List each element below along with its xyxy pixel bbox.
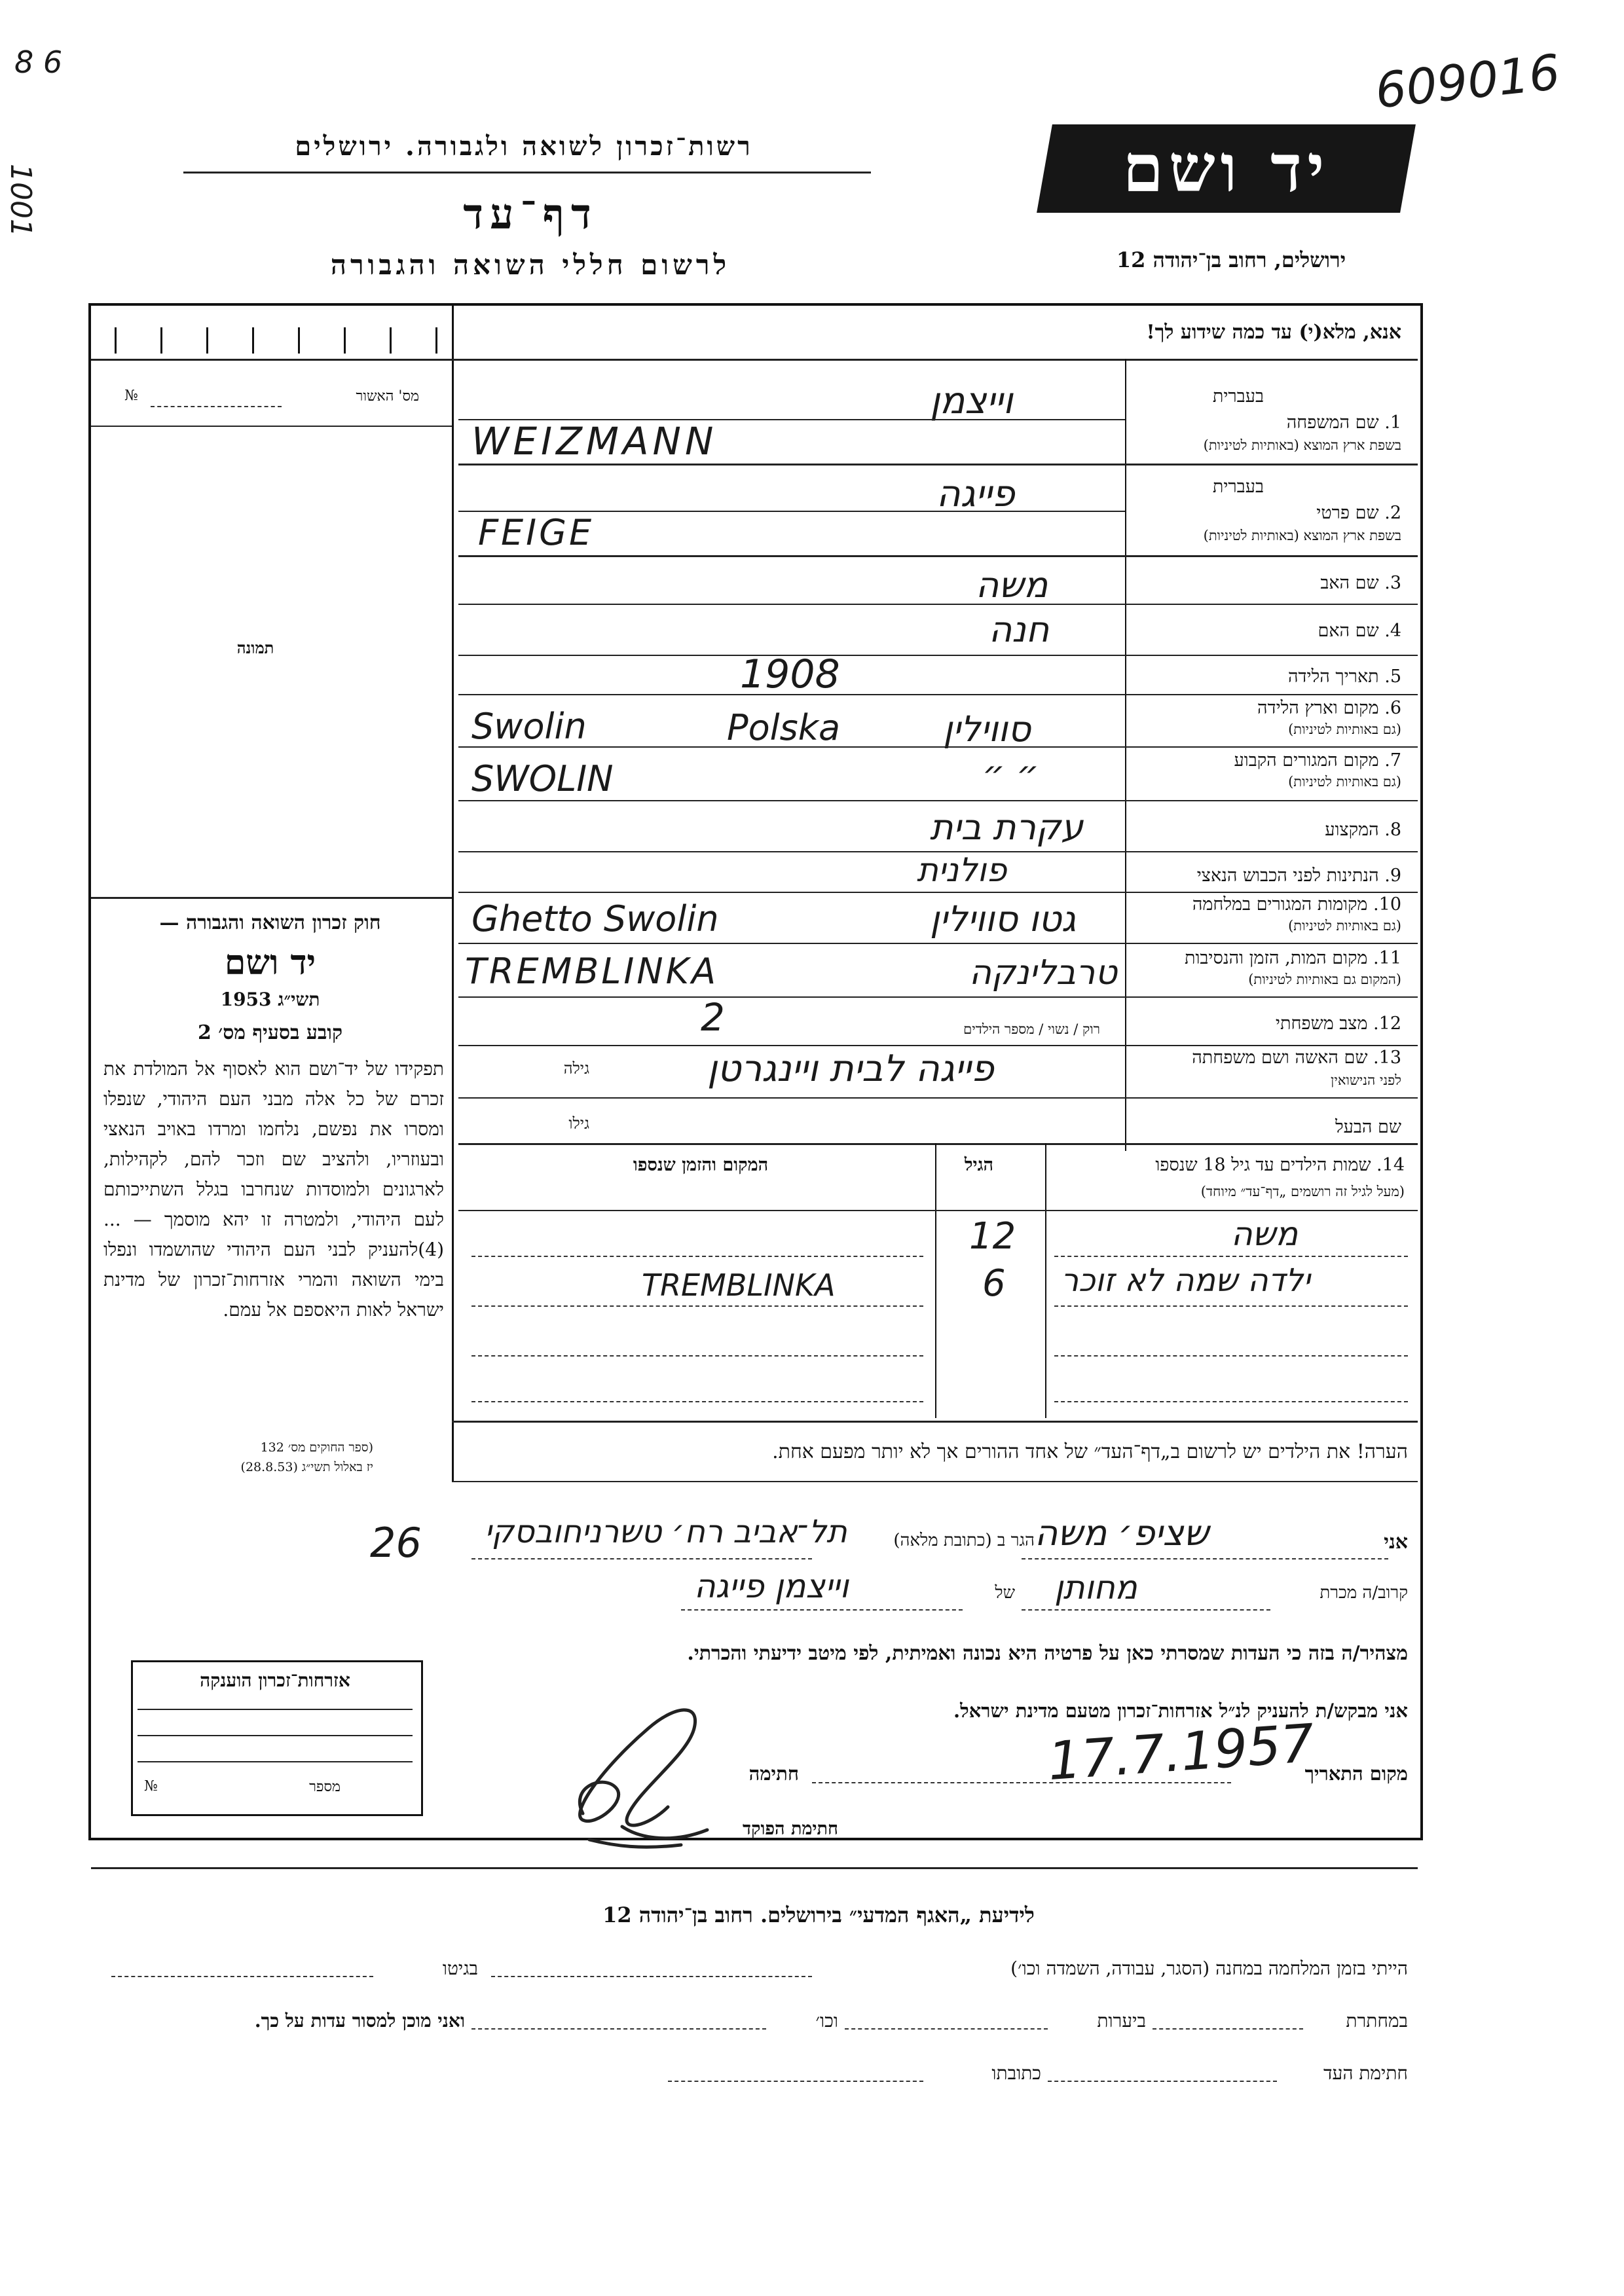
- field-9-value: פולנית: [917, 851, 1007, 889]
- field-8-label: 8. המקצוע: [1325, 820, 1401, 840]
- law-year: תשי״ג 1953: [220, 989, 320, 1010]
- field-7-label: 7. מקום המגורים הקבוע: [1234, 750, 1401, 771]
- bottom-line2-forests: ביערות: [1097, 2010, 1146, 2032]
- field-2-latin-value: FEIGE: [478, 512, 595, 553]
- children-row-line-2a: [471, 1305, 923, 1307]
- field-6-hebrew-value: סווילין: [943, 708, 1031, 750]
- child-2-name: ילדה שמה לא זוכר: [1061, 1262, 1310, 1299]
- field-13-label: 13. שם האשה ושם משפחתה: [1192, 1048, 1401, 1068]
- decl-place-date-label: מקום התאריך: [1304, 1762, 1408, 1785]
- field-6-latin-value: Swolin: [471, 706, 587, 747]
- children-col-age-right: [1045, 1143, 1046, 1418]
- field-9-label: 9. הנתינות לפני הכבוש הנאצי: [1196, 866, 1401, 886]
- form-title: דף־עד: [463, 190, 598, 239]
- authority-name: רשות־זכרון לשואה ולגבורה. ירושלים: [295, 131, 753, 162]
- field-1-hebrew-label: בעברית: [1212, 386, 1264, 407]
- field-5-line: [458, 694, 1418, 695]
- field-11-label: 11. מקום המות, הזמן והנסיבות: [1185, 948, 1401, 968]
- decl-of-label: של: [995, 1583, 1015, 1603]
- children-row-line-1a: [471, 1256, 923, 1257]
- decl-address: תל־אביב רח׳ טשרניחובסקי: [485, 1514, 847, 1550]
- bottom-line3-witness: חתימת העד: [1323, 2062, 1408, 2084]
- decl-i-label: אני: [1384, 1531, 1408, 1554]
- decl-address-line: [471, 1558, 812, 1559]
- decl-house-no: 26: [370, 1519, 422, 1567]
- decl-residing-label: הגר ב (כתובת מלאה): [893, 1531, 1035, 1550]
- field-1-note: בשפת ארץ המוצא (באותיות לטיניות): [1203, 437, 1401, 453]
- stamp-number-label: מספר: [309, 1779, 341, 1795]
- approval-number: №: [124, 388, 138, 404]
- field-1-line-b: [458, 464, 1418, 465]
- children-header-place: המקום והזמן שנספו: [633, 1155, 769, 1175]
- field-3-label: 3. שם האב: [1320, 573, 1401, 593]
- logo-text: יד ושם: [1122, 130, 1330, 207]
- field-13-value: פייגה לבית ויינגרטן: [707, 1048, 994, 1090]
- children-row-line-3a: [471, 1355, 923, 1357]
- bottom-line2-blank-c: [471, 2028, 766, 2030]
- note-text: הערה! את הילדים יש לרשום ב„דף־העד״ של אחד ההורים אך לא יותר מפעם אחת.: [772, 1440, 1408, 1463]
- law-title: חוק זכרון השואה והגבורה —: [159, 911, 381, 934]
- header-address: ירושלים, רחוב בן־יהודה 12: [1116, 247, 1346, 272]
- decl-name: שציפ׳ משה: [1035, 1512, 1209, 1554]
- stamp-line-2: [138, 1735, 413, 1736]
- decl-date: 17.7.1957: [1046, 1712, 1316, 1793]
- field-6-country-value: Polska: [727, 707, 841, 748]
- field-6-line: [458, 746, 1418, 748]
- field-10-latin-value: Ghetto Swolin: [471, 898, 719, 939]
- stamp-line-3: [138, 1761, 413, 1762]
- field-11-line: [458, 996, 1418, 998]
- children-row-line-4a: [471, 1401, 923, 1402]
- decl-of-line: [681, 1609, 963, 1611]
- field-2-hebrew-value: פייגה: [936, 473, 1015, 515]
- children-row-line-1b: [1054, 1256, 1408, 1257]
- decl-statement: מצהיר/ה בזה כי העדות שמסרתי כאן על פרטיה היא נכונה ואמיתית, לפי מיטב ידיעתי והכרתי.: [687, 1642, 1408, 1665]
- decl-request: אני מבקש/ת להעניק לנ״ל אזרחות־זכרון מטעם מדינת ישראל.: [953, 1700, 1408, 1722]
- field-4-value: חנה: [989, 609, 1050, 650]
- field-7-latin-value: SWOLIN: [471, 758, 614, 799]
- field-7-line: [458, 800, 1418, 801]
- signature-graphic: [544, 1689, 753, 1859]
- field-1-latin-value: WEIZMANN: [471, 419, 718, 464]
- law-box-top: [91, 897, 452, 899]
- children-header-age: הגיל: [964, 1155, 994, 1175]
- stamp-title: אזרחות־זכרון הוענקה: [200, 1669, 350, 1691]
- instruction-text: אנא, מלא(י) עד כמה שידוע לך!: [1146, 321, 1401, 344]
- corner-mark: 8 6: [14, 45, 63, 80]
- bottom-line2-etc: וכו׳: [815, 2010, 838, 2032]
- field-9-line: [458, 892, 1418, 893]
- bottom-line2-underground: במחתרת: [1346, 2010, 1408, 2032]
- law-clause: קובע בסעיף מס׳ 2: [197, 1021, 343, 1044]
- bottom-line3-blank-b: [668, 2081, 923, 2082]
- field-1-hebrew-value: וייצמן: [930, 380, 1013, 422]
- bottom-line2-blank-b: [845, 2028, 1048, 2030]
- decl-date-line: [812, 1782, 1231, 1783]
- field-10-label: 10. מקומות המגורים במלחמה: [1192, 894, 1401, 915]
- decl-of-name: וייצמן פייגה: [694, 1567, 849, 1605]
- children-header-note: (מעל לגיל זה רושמים „דף־עד״ מיוחד): [1200, 1184, 1405, 1199]
- field-12-value: 2: [701, 995, 725, 1040]
- field-6-label: 6. מקום וארץ הלידה: [1257, 698, 1401, 718]
- bottom-line1-blank-b: [111, 1976, 373, 1977]
- photo-tick-marks: [115, 327, 449, 354]
- decl-relation-line: [1022, 1609, 1270, 1611]
- bottom-section-top: [91, 1867, 1418, 1869]
- stamp-line-1: [138, 1709, 413, 1710]
- children-row-line-2b: [1054, 1305, 1408, 1307]
- instruction-row-line: [91, 359, 1418, 361]
- field-5-value: 1908: [740, 651, 840, 697]
- law-source-date: יז באלול תשי״ג (28.8.53): [240, 1460, 373, 1474]
- field-10-note: (גם באותיות לטיניות): [1288, 918, 1401, 934]
- field-7-hebrew-value: ״ ״: [982, 753, 1039, 794]
- children-col-age-left: [935, 1143, 936, 1418]
- decl-officer-label: חתימת הפוקד: [743, 1819, 838, 1839]
- bottom-line3-address: כתובתו: [991, 2062, 1041, 2084]
- bottom-line1-ghetto: בגיטו: [442, 1958, 478, 1979]
- child-2-place: TREMBLINKA: [642, 1267, 836, 1303]
- field-12-options: רוק / נשוי / מספר הילדים: [963, 1021, 1100, 1037]
- field-13-age-label: גילה: [563, 1059, 589, 1078]
- approval-divider: [91, 426, 452, 427]
- stamp-number-symbol: №: [144, 1778, 158, 1795]
- children-row-line-4b: [1054, 1401, 1408, 1402]
- field-2-note: בשפת ארץ המוצא (באותיות לטיניות): [1203, 528, 1401, 543]
- decl-name-line: [1022, 1558, 1388, 1559]
- bottom-title: לידיעת „האגף המדעי״ בירושלים. רחוב בן־יהודה 12: [602, 1903, 1035, 1927]
- note-top-line: [452, 1421, 1418, 1423]
- approval-line: [151, 406, 282, 407]
- field-13-line: [458, 1097, 1418, 1099]
- field-6-note: (גם באותיות לטיניות): [1288, 721, 1401, 737]
- field-7-note: (גם באותיות לטיניות): [1288, 774, 1401, 790]
- photo-label: תמונה: [236, 638, 274, 657]
- field-13-note: לפני הנישואין: [1331, 1072, 1401, 1088]
- child-1-name: משה: [1231, 1215, 1299, 1253]
- authority-underline: [183, 172, 871, 173]
- decl-relative-label: קרוב/ה מכרת: [1320, 1583, 1408, 1603]
- law-body: תפקידו של יד־ושם הוא לאסוף אל המולדת את זכרם של כל אלה מבני העם היהודי, שנפלו ומסרו את נפשם, נלחמו ומרדו באויב הנאצי ובעוזריו, ולהציב שם וזכר להם, לקהילות, לארגונים ולמוסדות שנחרבו בגלל השתייכותם לעם היהודי, ולמטרה זו יהא מוסמך — ...(4)להעניק לבני העם היהודי שהושמדו ונפלו בימי השואה והמרי אזרחות־זכרון של מדינת ישראל לאות היאספם אל עמם.: [103, 1058, 444, 1321]
- field-12-line: [458, 1045, 1418, 1046]
- husband-age-label: גילו: [568, 1114, 589, 1133]
- field-8-value: עקרת בית: [930, 807, 1084, 848]
- child-2-age: 6: [982, 1262, 1006, 1305]
- law-name: יד ושם: [224, 943, 316, 983]
- law-source: (ספר החוקים מס׳ 132: [260, 1440, 373, 1455]
- note-bottom-line: [452, 1481, 1418, 1482]
- margin-mark: 1001: [4, 164, 37, 237]
- field-2-hebrew-label: בעברית: [1212, 477, 1264, 497]
- field-4-label: 4. שם האם: [1318, 621, 1401, 641]
- field-4-line: [458, 655, 1418, 656]
- children-header-names: 14. שמות הילדים עד גיל 18 שנספו: [1155, 1155, 1405, 1175]
- form-subtitle: לרשום חללי השואה והגבורה: [330, 249, 731, 281]
- field-11-latin-value: TREMBLINKA: [465, 951, 719, 992]
- field-2-label: 2. שם פרטי: [1316, 503, 1401, 523]
- field-3-line: [458, 604, 1418, 605]
- decl-relation: מחותן: [1054, 1569, 1137, 1607]
- decl-signature-label: חתימה: [748, 1762, 799, 1785]
- bottom-line2-willing: ואני מוכן למסור עדות על כך.: [254, 2010, 465, 2032]
- approval-label: מס' האשור: [356, 388, 419, 405]
- field-5-label: 5. תאריך הלידה: [1288, 666, 1401, 687]
- husband-line: [458, 1143, 1418, 1145]
- children-row-line-3b: [1054, 1355, 1408, 1357]
- bottom-line2-blank-a: [1153, 2028, 1303, 2030]
- record-number: 609016: [1373, 44, 1563, 120]
- field-12-label: 12. מצב משפחתי: [1275, 1013, 1401, 1034]
- bottom-line1-blank-a: [491, 1976, 812, 1977]
- bottom-line3-blank-a: [1048, 2081, 1277, 2082]
- field-3-value: משה: [976, 564, 1048, 606]
- child-1-age: 12: [969, 1215, 1016, 1258]
- children-header-line: [458, 1210, 1418, 1211]
- left-column-border: [452, 303, 454, 1482]
- field-2-line-b: [458, 555, 1418, 557]
- husband-label: שם הבעל: [1335, 1117, 1401, 1137]
- field-1-label: 1. שם המשפחה: [1286, 412, 1401, 433]
- field-11-note: (המקום גם באותיות לטיניות): [1248, 972, 1401, 987]
- bottom-line1-camp: הייתי בזמן המלחמה במחנה (הסגר, עבודה, השמדה וכו׳): [1010, 1958, 1408, 1979]
- field-11-hebrew-value: טרבלינקה: [969, 953, 1118, 993]
- field-10-hebrew-value: גטו סווילין: [930, 898, 1077, 939]
- field-10-line: [458, 943, 1418, 944]
